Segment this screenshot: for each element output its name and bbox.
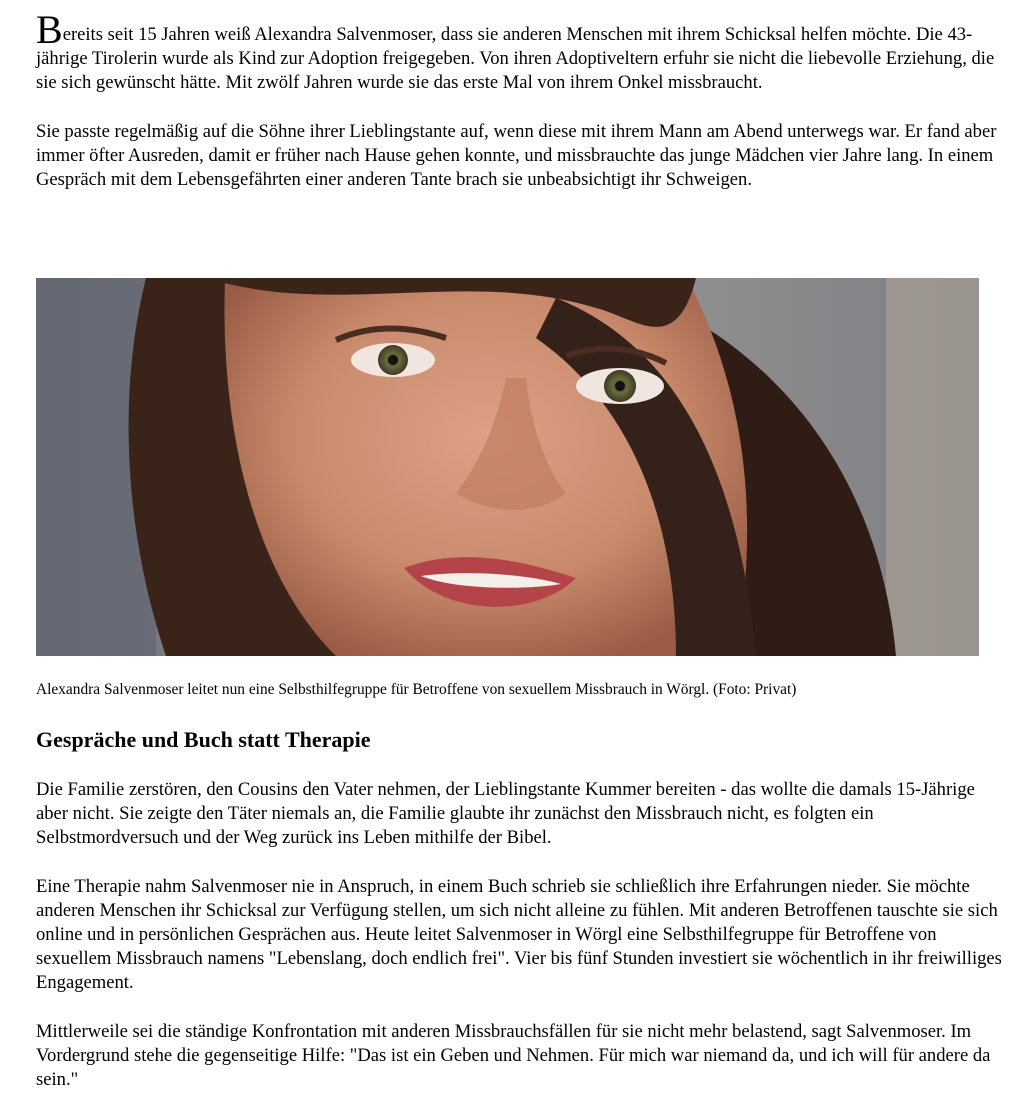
- article-intro: [36, 7, 1004, 192]
- section-heading: Gespräche und Buch statt Therapie: [36, 727, 371, 752]
- portrait-photo: [36, 278, 979, 656]
- paragraph-3: Die Familie zerstören, den Cousins den Vater nehmen, der Lieblingstante Kummer bereiten - das wollte die damals 15-Jährige aber nicht. Sie zeigte den Täter niemals an, die Familie glaubte ihr zunächst den Missbrauch nicht, es folgten ein Selbstmordversuch und der Weg zurück ins Leben mithilfe der Bibel.: [36, 779, 975, 849]
- paragraph-4: Eine Therapie nahm Salvenmoser nie in Anspruch, in einem Buch schrieb sie schließlich ihre Erfahrungen nieder. Sie möchte anderen Menschen ihr Schicksal zur Verfügung stellen, um sich nicht alleine zu fühlen. Mit anderen Betroffenen tauschte sie sich online und in persönlichen Gesprächen aus. Heute leitet Salvenmoser in Wörgl eine Selbsthilfegruppe für Betroffene von sexuellem Missbrauch namens "Lebenslang, doch endlich frei". Vier bis fünf Stunden investiert sie wöchentlich in ihr freiwilliges Engagement.: [36, 875, 1002, 994]
- photo-caption: Alexandra Salvenmoser leitet nun eine Selbsthilfegruppe für Betroffene von sexuellem Missbrauch in Wörgl. (Foto: Privat): [36, 681, 797, 698]
- article-body: [36, 778, 1004, 1092]
- intro-paragraph: [36, 7, 1004, 96]
- drop-cap: B: [36, 7, 63, 52]
- paragraph-2: Sie passte regelmäßig auf die Söhne ihrer Lieblingstante auf, wenn diese mit ihrem Mann am Abend unterwegs war. Er fand aber immer öfter Ausreden, damit er früher nach Hause gehen konnte, und missbrauchte das junge Mädchen vier Jahre lang. In einem Gespräch mit dem Lebensgefährten einer anderen Tante brach sie unbeabsichtigt ihr Schweigen.: [36, 120, 997, 191]
- paragraph-5: Mittlerweile sei die ständige Konfrontation mit anderen Missbrauchsfällen für sie nicht mehr belastend, sagt Salvenmoser. Im Vordergrund stehe die gegenseitige Hilfe: "Das ist ein Geben und Nehmen. Für mich war niemand da, und ich will für andere da sein.": [36, 1020, 991, 1091]
- intro-text: ereits seit 15 Jahren weiß Alexandra Salvenmoser, dass sie anderen Menschen mit ihrem Schicksal helfen möchte. Die 43-jährige Tirolerin wurde als Kind zur Adoption freigegeben. Von ihren Adoptiveltern erfuhr sie nicht die liebevolle Erziehung, die sie sich gewünscht hätte. Mit zwölf Jahren wurde sie das erste Mal von ihrem Onkel missbraucht.: [36, 24, 995, 94]
